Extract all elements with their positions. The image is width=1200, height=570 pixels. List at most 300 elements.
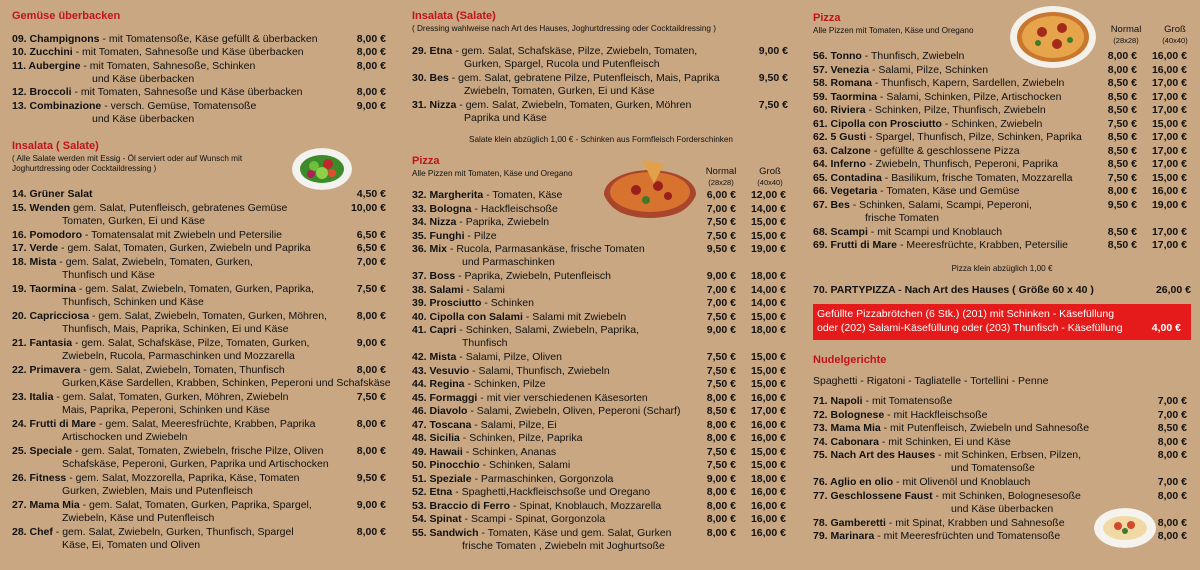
item-name: Sicilia	[429, 432, 460, 444]
item-name: Nach Art des Hauses	[830, 449, 936, 461]
item-description: - mit Tomaten, Sahnesoße und Käse überbacken	[72, 46, 304, 59]
item-description: - gem. Salat, Zwiebeln, Tomaten, Thunfisch	[80, 363, 285, 376]
item-number: 19.	[12, 282, 30, 295]
item-number: 56.	[813, 50, 831, 62]
section-title-pizza-1: Pizza	[412, 155, 440, 167]
menu-item-line	[12, 418, 386, 431]
item-number: 28.	[12, 525, 30, 538]
menu-item	[12, 229, 386, 242]
item-name: Etna	[429, 45, 453, 57]
menu-item	[813, 104, 1187, 117]
item-price-gross: 18,00 €	[750, 472, 786, 485]
item-number: 77.	[813, 489, 831, 502]
item-description: - Salami mit Zwiebeln	[522, 310, 627, 323]
item-price-normal: 7,50 €	[706, 459, 736, 471]
item-name: Mix	[429, 243, 448, 255]
menu-item-line	[12, 256, 386, 269]
item-number: 45.	[412, 391, 430, 404]
item-name: Capricciosa	[29, 309, 90, 322]
item-number: 24.	[12, 417, 30, 430]
item-description-cont: Gurken,Käse Sardellen, Krabben, Schinken, Peperoni und Schafskäse	[62, 376, 391, 389]
size-normal-dim-2: (28x28)	[1113, 36, 1139, 45]
item-description: - mit vier verschiedenen Käsesorten	[477, 391, 648, 404]
item-name: Bologna	[429, 202, 472, 215]
item-price-gross: 16,00 €	[750, 526, 786, 539]
item-name: Cipolla con Salami	[429, 310, 523, 323]
item-price-gross: 17,00 €	[1151, 239, 1187, 251]
item-price: 7,50 €	[356, 390, 386, 403]
item-description-cont: Thunfisch, Mais, Paprika, Schinken, Ei und Käse	[62, 322, 289, 335]
item-description: - gefüllte & geschlossene Pizza	[870, 144, 1020, 157]
item-price-normal: 8,50 €	[1107, 158, 1137, 170]
size-header-gross-2	[1153, 24, 1197, 46]
item-price: 9,00 €	[356, 336, 386, 349]
menu-item	[12, 283, 386, 310]
item-name: Broccoli	[29, 86, 72, 99]
item-number: 64.	[813, 158, 831, 170]
item-price: 8,00 €	[356, 46, 386, 59]
item-description: - gem. Salat, Zwiebeln, Gurken, Thunfisch, Spargel	[52, 525, 294, 538]
item-price: 10,00 €	[350, 201, 386, 214]
item-price-gross: 16,00 €	[750, 391, 786, 404]
item-number: 46.	[412, 405, 430, 417]
menu-item	[813, 436, 1187, 449]
item-description: - Basilikum, frische Tomaten, Mozzarella	[881, 171, 1073, 184]
item-description: - Parmaschinken, Gorgonzola	[471, 472, 614, 485]
insalata-title: Insalata	[12, 140, 53, 152]
menu-item	[813, 77, 1187, 90]
item-name: Pomodoro	[29, 228, 83, 241]
item-number: 42.	[412, 351, 430, 363]
menu-item	[813, 145, 1187, 158]
item-number: 74.	[813, 435, 831, 448]
menu-item-line	[412, 99, 788, 112]
item-number: 49.	[412, 445, 430, 458]
item-price-normal: 8,00 €	[1107, 63, 1137, 76]
menu-item	[813, 91, 1187, 104]
item-description: - Schinken, Ananas	[462, 445, 557, 458]
menu-item	[412, 513, 786, 526]
item-number: 76.	[813, 476, 831, 488]
item-name: Boss	[429, 270, 456, 282]
size-normal-label-1: Normal	[705, 166, 737, 177]
item-price: 9,00 €	[758, 45, 788, 57]
item-price-normal: 8,00 €	[706, 486, 736, 498]
item-price: 8,00 €	[1157, 530, 1187, 542]
menu-item	[412, 459, 786, 472]
insalata-note-line1: ( Alle Salate werden mit Essig - Öl serviert oder auf Wunsch mit	[12, 154, 243, 163]
item-name: Frutti di Mare	[830, 239, 898, 251]
item-description-cont: Gurken, Zwieblen, Mais und Putenfleisch	[62, 484, 253, 497]
size-gross-dim-2: (40x40)	[1162, 36, 1188, 45]
menu-item	[813, 239, 1187, 252]
item-description-cont: Tomaten, Gurken, Ei und Käse	[62, 214, 205, 227]
item-description: - gem. Salat, Tomaten, Zwiebeln, frische Pilze, Oliven	[72, 444, 324, 457]
item-number: 61.	[813, 117, 831, 130]
menu-item-line	[12, 310, 386, 323]
item-price: 4,50 €	[356, 188, 386, 200]
item-name: Fantasia	[29, 336, 73, 349]
item-price: 8,00 €	[356, 444, 386, 457]
item-description: - gem. Salat, Tomaten, Gurken, Paprika, Spargel,	[79, 498, 312, 511]
menu-item	[412, 432, 786, 445]
item-price-normal: 9,00 €	[706, 472, 736, 485]
item-price-gross: 18,00 €	[750, 324, 786, 336]
item-price: 8,00 €	[1157, 489, 1187, 502]
menu-item	[412, 284, 786, 297]
menu-item	[813, 422, 1187, 435]
item-price: 8,00 €	[356, 363, 386, 376]
item-description: - Schinken, Salami, Scampi, Peperoni,	[849, 198, 1032, 211]
item-number: 31.	[412, 99, 430, 111]
item-price-gross: 15,00 €	[750, 216, 786, 228]
item-number: 39.	[412, 297, 430, 309]
menu-item	[813, 449, 1187, 476]
item-number: 37.	[412, 270, 430, 282]
menu-item-line	[12, 46, 386, 59]
item-description: - Schinken, Salami	[479, 459, 571, 471]
item-price: 7,00 €	[1157, 476, 1187, 488]
item-description: - mit Tomaten, Sahnesoße und Käse überbacken	[71, 86, 303, 99]
item-description-cont: Thunfisch und Käse	[62, 268, 155, 281]
item-name: Diavolo	[429, 405, 468, 417]
item-name: Speziale	[429, 472, 472, 485]
item-number: 44.	[412, 378, 430, 390]
item-price: 8,00 €	[1157, 449, 1187, 461]
promo-line-2: oder (202) Salami-Käsefüllung oder (203) Thunfisch - Käsefüllung	[817, 322, 1123, 334]
item-number: 54.	[412, 513, 430, 525]
item-description: - Schinken, Pilze, Paprika	[459, 432, 583, 444]
item-number: 52.	[412, 486, 430, 498]
item-price: 7,00 €	[1157, 408, 1187, 421]
menu-item-line	[813, 409, 1187, 422]
menu-item	[813, 158, 1187, 171]
item-description: - Salami, Pilze, Schinken	[869, 63, 989, 76]
item-price-normal: 8,00 €	[706, 432, 736, 444]
item-number: 10.	[12, 46, 30, 59]
item-number: 26.	[12, 471, 30, 484]
item-price-normal: 9,00 €	[706, 324, 736, 336]
menu-item	[813, 185, 1187, 198]
item-price: 6,50 €	[356, 228, 386, 241]
menu-item-line	[12, 100, 386, 113]
column-1	[0, 0, 398, 570]
item-price: 9,00 €	[356, 99, 386, 112]
menu-item	[12, 310, 386, 337]
item-number: 47.	[412, 418, 430, 431]
item-number: 32.	[412, 189, 430, 201]
item-name: Grüner Salat	[29, 188, 93, 200]
item-price: 6,50 €	[356, 242, 386, 254]
item-price-gross: 19,00 €	[750, 243, 786, 255]
item-description: gem. Salat, Putenfleisch, gebratenes Gemüse	[70, 201, 288, 214]
item-price-normal: 9,00 €	[706, 270, 736, 282]
item-description: - Schinken	[481, 297, 534, 309]
item-price-gross: 15,00 €	[750, 378, 786, 390]
menu-item-line	[412, 45, 788, 58]
item-price: 8,00 €	[356, 417, 386, 430]
menu-item	[813, 476, 1187, 489]
item-name: Aubergine	[28, 59, 81, 72]
item-price: 7,00 €	[356, 255, 386, 268]
item-price-normal: 8,00 €	[706, 499, 736, 512]
item-name: Italia	[29, 390, 54, 403]
item-name: Champignons	[29, 33, 100, 45]
item-price-normal: 7,50 €	[706, 310, 736, 323]
item-price-gross: 16,00 €	[1151, 50, 1187, 62]
menu-item	[412, 203, 786, 216]
column-3	[804, 0, 1200, 570]
item-price-gross: 15,00 €	[750, 351, 786, 363]
item-number: 79.	[813, 530, 831, 542]
pizza-note-1: Alle Pizzen mit Tomaten, Käse und Oregano	[412, 169, 573, 178]
item-number: 15.	[12, 201, 30, 214]
item-description-cont: Zwiebeln, Tomaten, Gurken, Ei und Käse	[464, 85, 655, 98]
menu-item	[12, 60, 386, 87]
size-normal-label-2: Normal	[1110, 24, 1142, 35]
item-price-gross: 16,00 €	[750, 486, 786, 498]
item-name: Mista	[29, 255, 57, 268]
size-gross-label-2: Groß	[1164, 24, 1186, 35]
item-description-cont: und Parmaschinken	[462, 256, 555, 269]
item-description: - Tomatensalat mit Zwiebeln und Petersilie	[82, 228, 282, 241]
menu-item	[813, 395, 1187, 408]
item-price-gross: 17,00 €	[1151, 158, 1187, 170]
section-title-nudel: Nudelgerichte	[813, 354, 887, 366]
item-number: 48.	[412, 432, 430, 444]
item-price-gross: 19,00 €	[1151, 198, 1187, 211]
item-price-normal: 8,00 €	[706, 418, 736, 431]
item-price-normal: 9,50 €	[1107, 198, 1137, 211]
pizza-small-note: Pizza klein abzüglich 1,00 €	[951, 264, 1053, 273]
item-name: Wenden	[29, 201, 71, 214]
item-number: 63.	[813, 144, 831, 157]
item-description: - mit Schinken, Bolognesesoße	[932, 489, 1081, 502]
item-price: 8,00 €	[356, 525, 386, 538]
item-description-cont: Käse, Ei, Tomaten und Oliven	[62, 538, 201, 551]
column-2	[402, 0, 800, 570]
menu-item-line	[12, 229, 386, 242]
item-number: 43.	[412, 364, 430, 377]
item-price-gross: 14,00 €	[750, 283, 786, 296]
item-name: Bolognese	[830, 408, 885, 421]
item-number: 65.	[813, 171, 831, 184]
item-price-normal: 7,50 €	[706, 445, 736, 458]
menu-item	[412, 405, 786, 418]
menu-item	[412, 378, 786, 391]
item-number: 23.	[12, 390, 30, 403]
item-description: - Tomaten, Käse und Gemüse	[877, 185, 1020, 197]
item-number: 11.	[12, 59, 29, 72]
item-price-normal: 7,00 €	[706, 297, 736, 309]
item-name: Toscana	[429, 418, 472, 431]
menu-item	[12, 526, 386, 553]
menu-item-line	[12, 242, 386, 255]
item-number: 73.	[813, 422, 831, 434]
menu-item-line	[12, 499, 386, 512]
menu-item	[412, 324, 786, 351]
promo-line-1: Gefüllte Pizzabrötchen (6 Stk.) (201) mit Schinken - Käsefüllung	[817, 308, 1115, 320]
item-number: 62.	[813, 131, 831, 143]
item-description: - mit Schinken, Ei und Käse	[878, 435, 1011, 448]
item-name: Capri	[429, 324, 457, 336]
item-name: Mista	[429, 351, 457, 363]
item-name: Mama Mia	[29, 498, 80, 511]
menu-item-line	[12, 202, 386, 215]
item-description-cont: und Käse überbacken	[92, 112, 195, 125]
menu-item	[412, 500, 786, 513]
partypizza-text: 70. PARTYPIZZA - Nach Art des Hauses ( Größe 60 x 40 )	[813, 284, 1094, 296]
menu-item-line	[12, 60, 386, 73]
item-price: 8,00 €	[1157, 516, 1187, 529]
item-name: Napoli	[830, 395, 863, 407]
item-description-cont: Thunfisch	[462, 337, 508, 350]
menu-item	[12, 188, 386, 201]
item-number: 36.	[412, 243, 430, 255]
item-description: - gem. Salat, Schafskäse, Pilze, Tomaten, Gurken,	[72, 336, 310, 349]
item-number: 33.	[412, 202, 430, 215]
item-description: - Tomaten, Käse und gem. Salat, Gurken	[478, 526, 672, 539]
item-name: Pinocchio	[429, 459, 480, 471]
item-description: - gem. Salat, Zwiebeln, Tomaten, Gurken,	[56, 255, 253, 268]
item-price-normal: 8,00 €	[1107, 50, 1137, 62]
item-name: Contadina	[830, 171, 882, 184]
item-name: Bes	[429, 72, 449, 84]
item-number: 51.	[412, 472, 430, 485]
item-description-cont: Thunfisch, Schinken und Käse	[62, 295, 204, 308]
item-price-normal: 8,00 €	[706, 391, 736, 404]
menu-item	[412, 72, 788, 99]
menu-item-line	[12, 86, 386, 99]
item-price-gross: 15,00 €	[750, 459, 786, 471]
item-price-gross: 16,00 €	[750, 513, 786, 525]
item-name: Hawaii	[429, 445, 463, 458]
item-price-normal: 8,50 €	[1107, 225, 1137, 238]
menu-item	[12, 445, 386, 472]
menu-item	[12, 391, 386, 418]
item-number: 59.	[813, 90, 831, 103]
item-number: 66.	[813, 185, 831, 197]
size-gross-label-1: Groß	[759, 166, 781, 177]
item-number: 12.	[12, 86, 30, 99]
item-number: 21.	[12, 336, 30, 349]
item-number: 16.	[12, 228, 30, 241]
item-number: 34.	[412, 216, 430, 228]
menu-item	[412, 473, 786, 486]
menu-item	[12, 46, 386, 59]
item-number: 18.	[12, 255, 30, 268]
partypizza-label	[813, 284, 1094, 296]
menu-item	[12, 100, 386, 127]
item-name: Salami	[429, 283, 464, 296]
item-description: - Thunfisch, Kapern, Sardellen, Zwiebeln	[871, 77, 1065, 89]
item-description: - Tomaten, Käse	[483, 189, 563, 201]
item-price-normal: 9,50 €	[706, 243, 736, 255]
item-price-gross: 15,00 €	[750, 310, 786, 323]
menu-item	[12, 33, 386, 46]
item-name: Tonno	[830, 50, 862, 62]
item-number: 75.	[813, 449, 831, 461]
section-title-insalata-salate: Insalata (Salate)	[412, 10, 496, 22]
item-description-cont: Zwiebeln, Rucola, Parmaschinken und Mozzarella	[62, 349, 295, 362]
item-name: Margherita	[429, 189, 484, 201]
item-price-gross: 15,00 €	[750, 229, 786, 242]
item-name: Prosciutto	[429, 297, 482, 309]
item-description-cont: Gurken, Spargel, Rucola und Putenfleisch	[464, 58, 660, 71]
item-price: 7,50 €	[758, 99, 788, 111]
item-description-cont: frische Tomaten	[865, 211, 939, 224]
item-description-cont: Paprika und Käse	[464, 112, 547, 125]
item-price: 9,50 €	[758, 72, 788, 84]
item-price-normal: 8,50 €	[1107, 144, 1137, 157]
menu-item	[12, 337, 386, 364]
menu-item-line	[813, 476, 1187, 489]
size-header-normal-1	[696, 166, 746, 188]
item-description: - Paprika, Zwiebeln, Putenfleisch	[455, 270, 612, 282]
menu-item-line	[813, 436, 1187, 449]
item-name: Scampi	[830, 225, 868, 238]
size-header-gross-1	[748, 166, 792, 188]
item-price-normal: 8,00 €	[1107, 185, 1137, 197]
item-number: 40.	[412, 310, 430, 323]
menu-item-line	[412, 72, 788, 85]
item-price-gross: 17,00 €	[1151, 104, 1187, 116]
item-description-cont: Zwiebeln, Käse und Putenfleisch	[62, 511, 215, 524]
menu-item	[813, 226, 1187, 239]
item-number: 67.	[813, 198, 831, 211]
menu-item	[412, 297, 786, 310]
size-gross-dim-1: (40x40)	[757, 178, 783, 187]
item-name: Verde	[29, 242, 59, 254]
menu-item-line	[813, 422, 1187, 435]
menu-item	[12, 242, 386, 255]
item-name: Geschlossene Faust	[830, 489, 933, 502]
item-name: Cipolla con Prosciutto	[830, 117, 942, 130]
menu-item	[12, 86, 386, 99]
item-number: 50.	[412, 459, 430, 471]
partypizza-price: 26,00 €	[1155, 284, 1191, 296]
item-price-normal: 6,00 €	[706, 189, 736, 201]
menu-item-line	[12, 337, 386, 350]
menu-item	[12, 472, 386, 499]
pizzabroetchen-promo	[813, 304, 1191, 340]
item-price: 9,50 €	[356, 471, 386, 484]
item-description: - gem. Salat, Schafskäse, Pilze, Zwiebeln, Tomaten,	[452, 45, 698, 57]
item-name: Sandwich	[429, 526, 479, 539]
item-name: Spinat	[429, 513, 462, 525]
item-description: - gem. Salat, gebratene Pilze, Putenfleisch, Mais, Paprika	[448, 72, 720, 84]
menu-item	[813, 131, 1187, 144]
item-name: Formaggi	[429, 391, 478, 404]
item-description: - Salami, Pilze, Oliven	[456, 351, 562, 363]
item-price-gross: 15,00 €	[1151, 117, 1187, 130]
item-price-normal: 7,50 €	[706, 229, 736, 242]
item-description: - Spargel, Thunfisch, Pilze, Schinken, Paprika	[866, 131, 1082, 143]
item-price-gross: 14,00 €	[750, 202, 786, 215]
item-number: 22.	[12, 363, 30, 376]
promo-price: 4,00 €	[1151, 322, 1181, 334]
menu-item	[412, 419, 786, 432]
size-header-normal-2	[1101, 24, 1151, 46]
item-name: Romana	[830, 77, 872, 89]
item-price-gross: 15,00 €	[750, 364, 786, 377]
item-price: 8,00 €	[356, 86, 386, 99]
salad-footnote: Salate klein abzüglich 1,00 € - Schinken aus Formfleisch Forderschinken	[469, 135, 733, 144]
item-name: Regina	[429, 378, 465, 390]
item-price-normal: 7,50 €	[706, 378, 736, 390]
item-price-normal: 7,50 €	[706, 216, 736, 228]
item-number: 29.	[412, 45, 430, 57]
